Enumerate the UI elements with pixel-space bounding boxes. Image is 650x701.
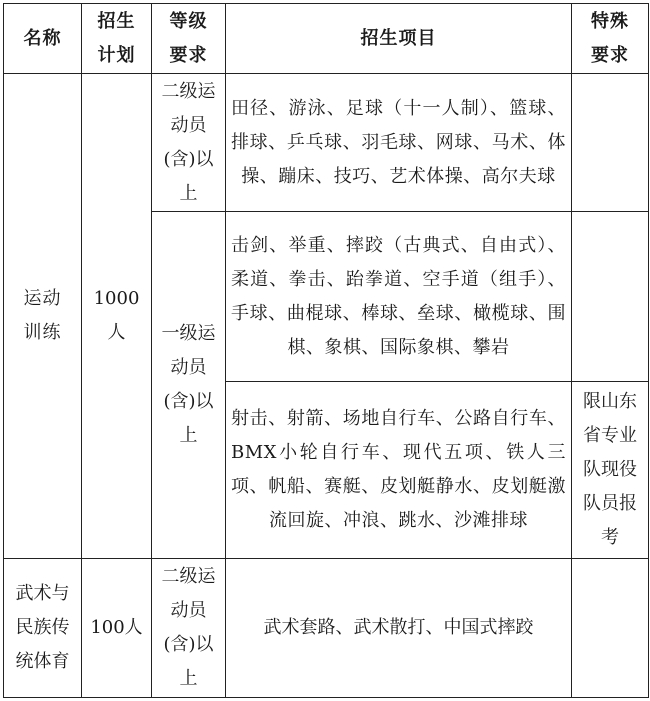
row-projects-b: 击剑、举重、摔跤（古典式、自由式）、柔道、拳击、跆拳道、空手道（组手）、手球、曲棍球、棒球、垒球、橄榄球、围棋、象棋、国际象棋、攀岩 bbox=[226, 212, 572, 382]
header-row bbox=[4, 4, 649, 74]
header-plan: 招生 计划 bbox=[82, 4, 152, 74]
row-projects-wushu: 武术套路、武术散打、中国式摔跤 bbox=[226, 559, 572, 698]
row-level-second: 二级运 动员 (含)以 上 bbox=[152, 74, 226, 212]
enrollment-table bbox=[3, 3, 649, 698]
row-plan-sports: 1000 人 bbox=[82, 74, 152, 559]
header-name: 名称 bbox=[4, 4, 82, 74]
row-level-first: 一级运 动员 (含)以 上 bbox=[152, 212, 226, 559]
table-row bbox=[4, 559, 649, 698]
row-special-b bbox=[572, 212, 649, 382]
row-special-wushu bbox=[572, 559, 649, 698]
row-plan-wushu: 100人 bbox=[82, 559, 152, 698]
row-level-wushu: 二级运 动员 (含)以 上 bbox=[152, 559, 226, 698]
row-projects-a: 田径、游泳、足球（十一人制）、篮球、排球、乒乓球、羽毛球、网球、马术、体操、蹦床、技巧、艺术体操、高尔夫球 bbox=[226, 74, 572, 212]
header-project: 招生项目 bbox=[226, 4, 572, 74]
row-special-c: 限山东 省专业 队现役 队员报 考 bbox=[572, 382, 649, 559]
header-level: 等级 要求 bbox=[152, 4, 226, 74]
row-name-sports: 运动 训练 bbox=[4, 74, 82, 559]
header-special: 特殊 要求 bbox=[572, 4, 649, 74]
row-name-wushu: 武术与 民族传 统体育 bbox=[4, 559, 82, 698]
table-row bbox=[4, 74, 649, 212]
row-projects-c: 射击、射箭、场地自行车、公路自行车、BMX小轮自行车、现代五项、铁人三项、帆船、赛艇、皮划艇静水、皮划艇激流回旋、冲浪、跳水、沙滩排球 bbox=[226, 382, 572, 559]
row-special-a bbox=[572, 74, 649, 212]
